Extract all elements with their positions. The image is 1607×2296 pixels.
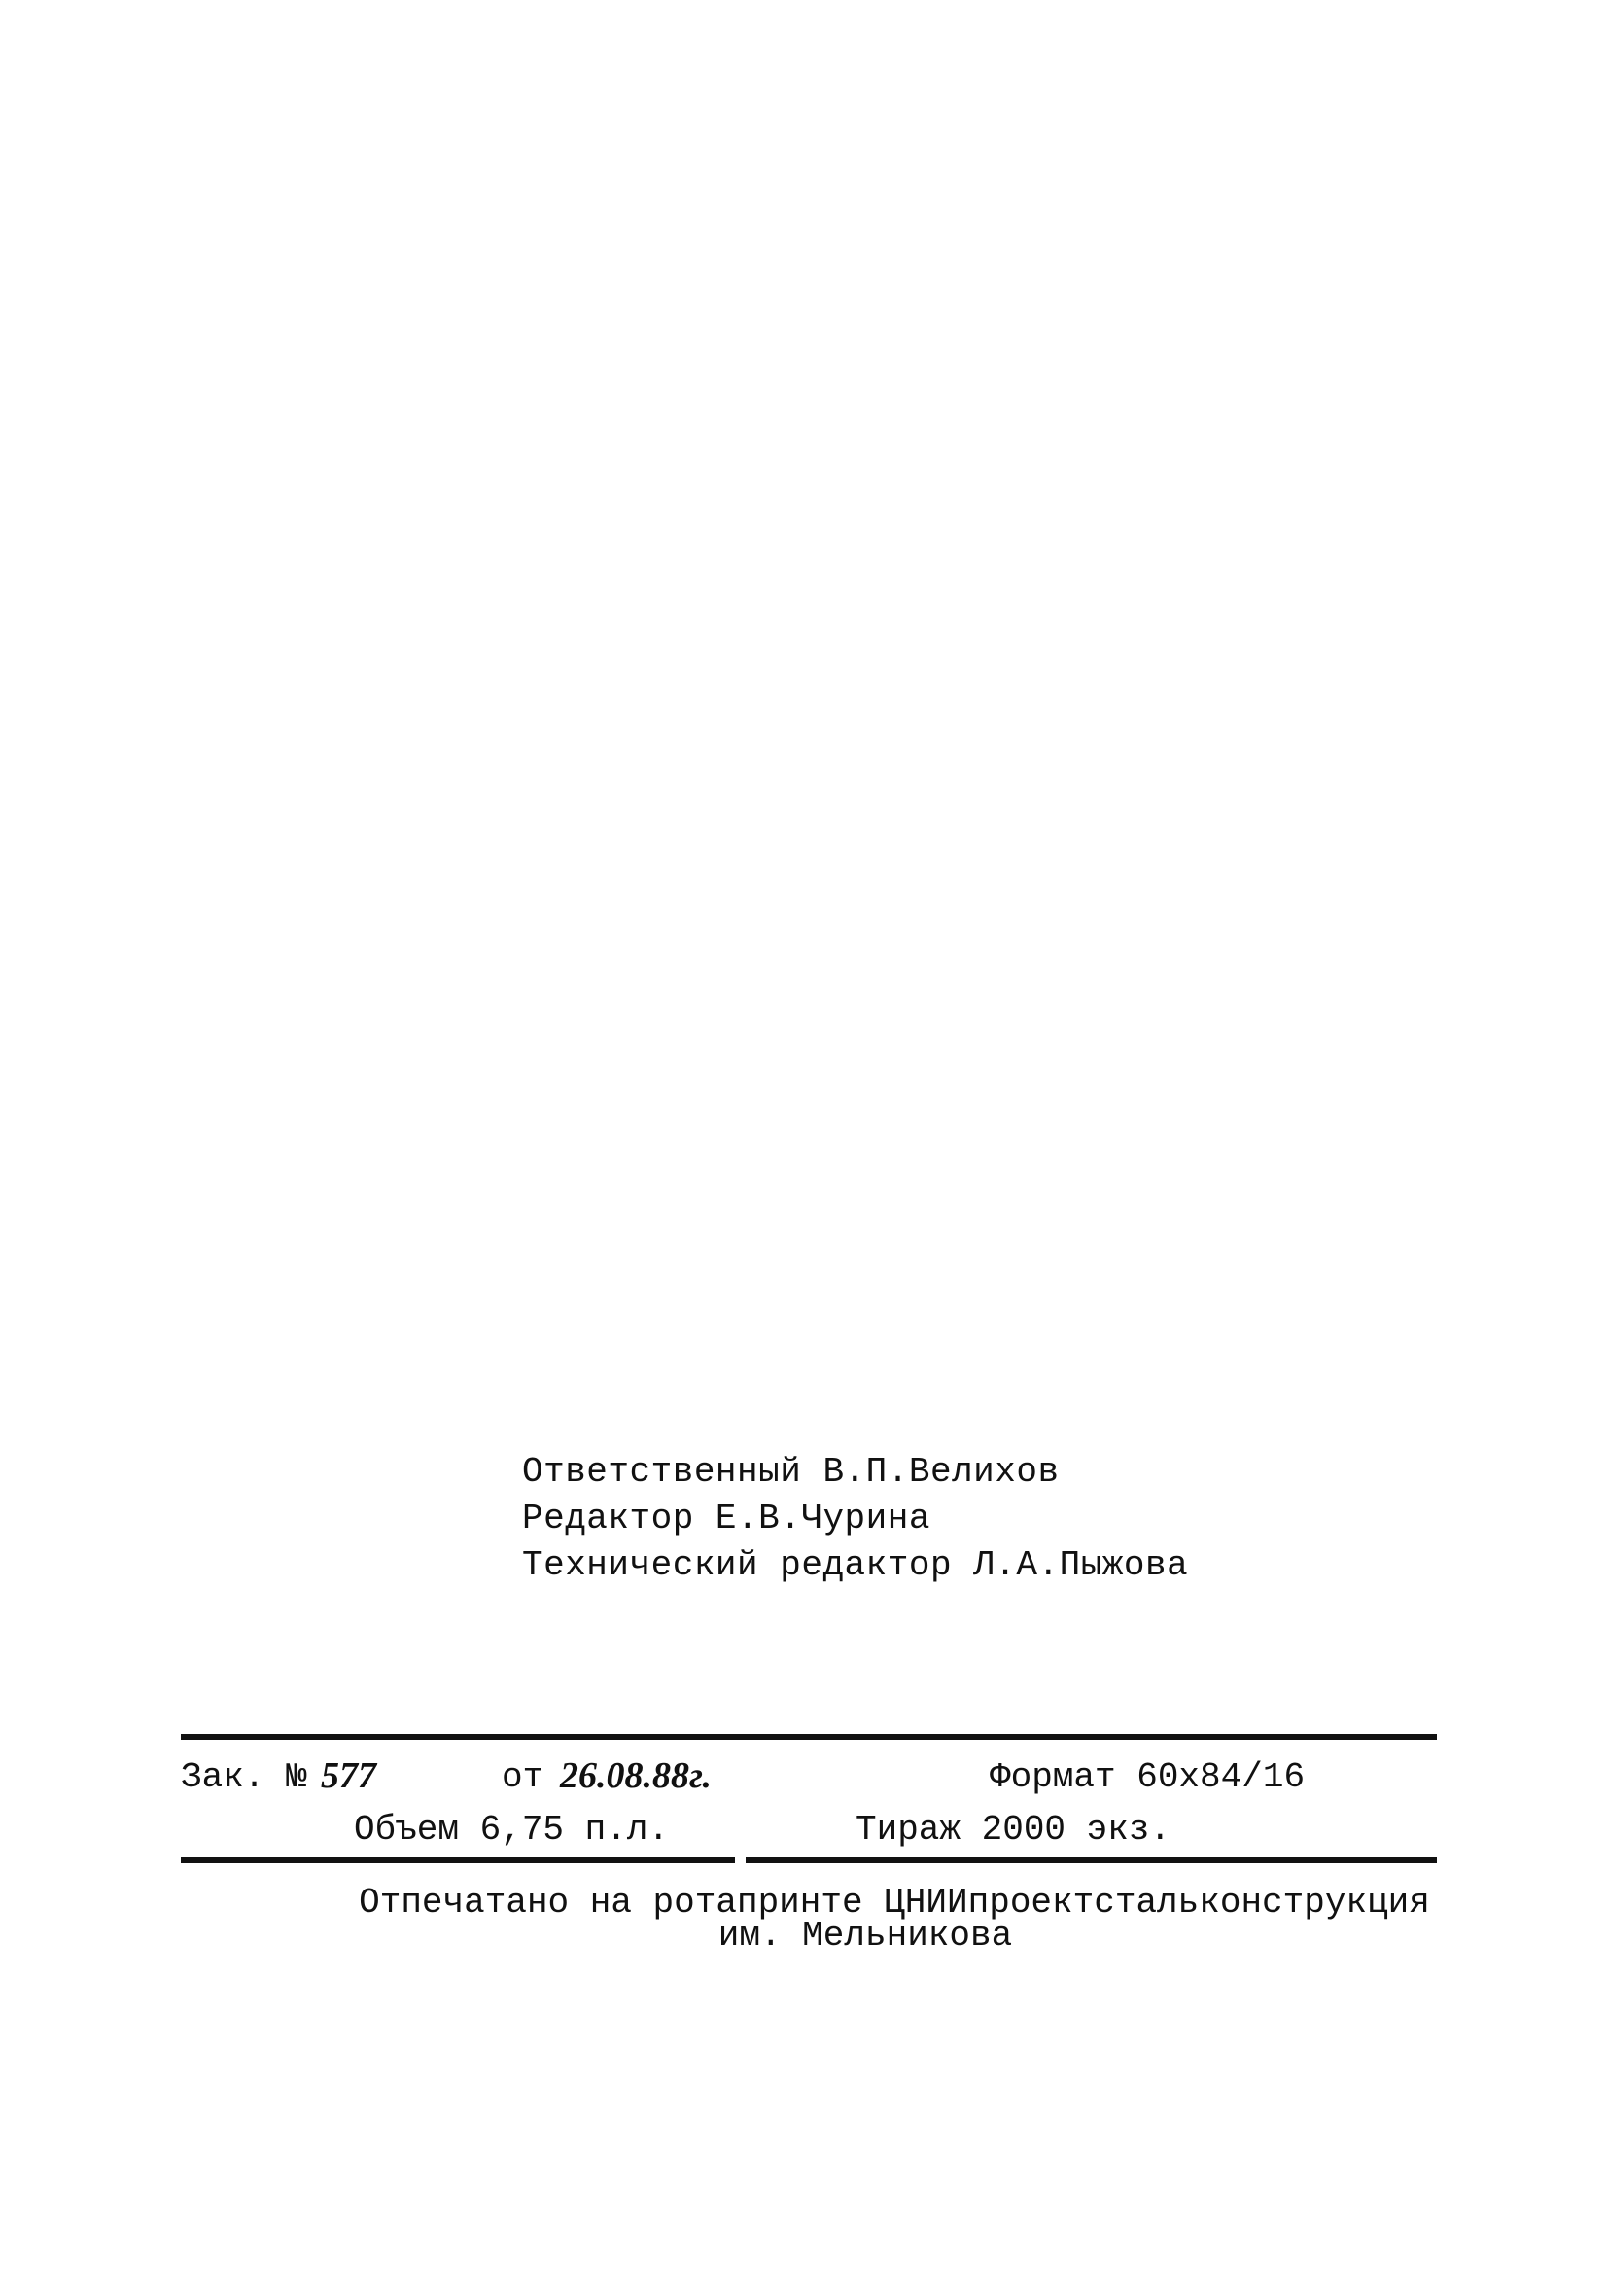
print-run: Тираж 2000 экз. xyxy=(856,1810,1171,1850)
order-date-label: от xyxy=(502,1757,544,1797)
responsible-person: Ответственный В.П.Велихов xyxy=(522,1452,1060,1492)
editor: Редактор Е.В.Чурина xyxy=(522,1499,930,1538)
credits-block xyxy=(522,1449,1188,1589)
printer-imprint xyxy=(292,1883,1439,1956)
imprint-line-1: Отпечатано на ротапринте ЦНИИпроектстальконструкция xyxy=(359,1883,1430,1923)
top-divider xyxy=(181,1734,1437,1740)
print-volume: Объем 6,75 п.л. xyxy=(354,1810,670,1850)
order-number: 577 xyxy=(321,1755,376,1796)
bottom-divider-left xyxy=(181,1857,735,1863)
order-label: Зак. № xyxy=(181,1757,307,1797)
bottom-divider-right xyxy=(746,1857,1437,1863)
technical-editor: Технический редактор Л.А.Пыжова xyxy=(522,1545,1189,1585)
paper-format: Формат 60х84/16 xyxy=(990,1757,1306,1797)
imprint-line-2: им. Мельникова xyxy=(717,1916,1013,1956)
order-date: 26.08.88г. xyxy=(560,1755,713,1796)
